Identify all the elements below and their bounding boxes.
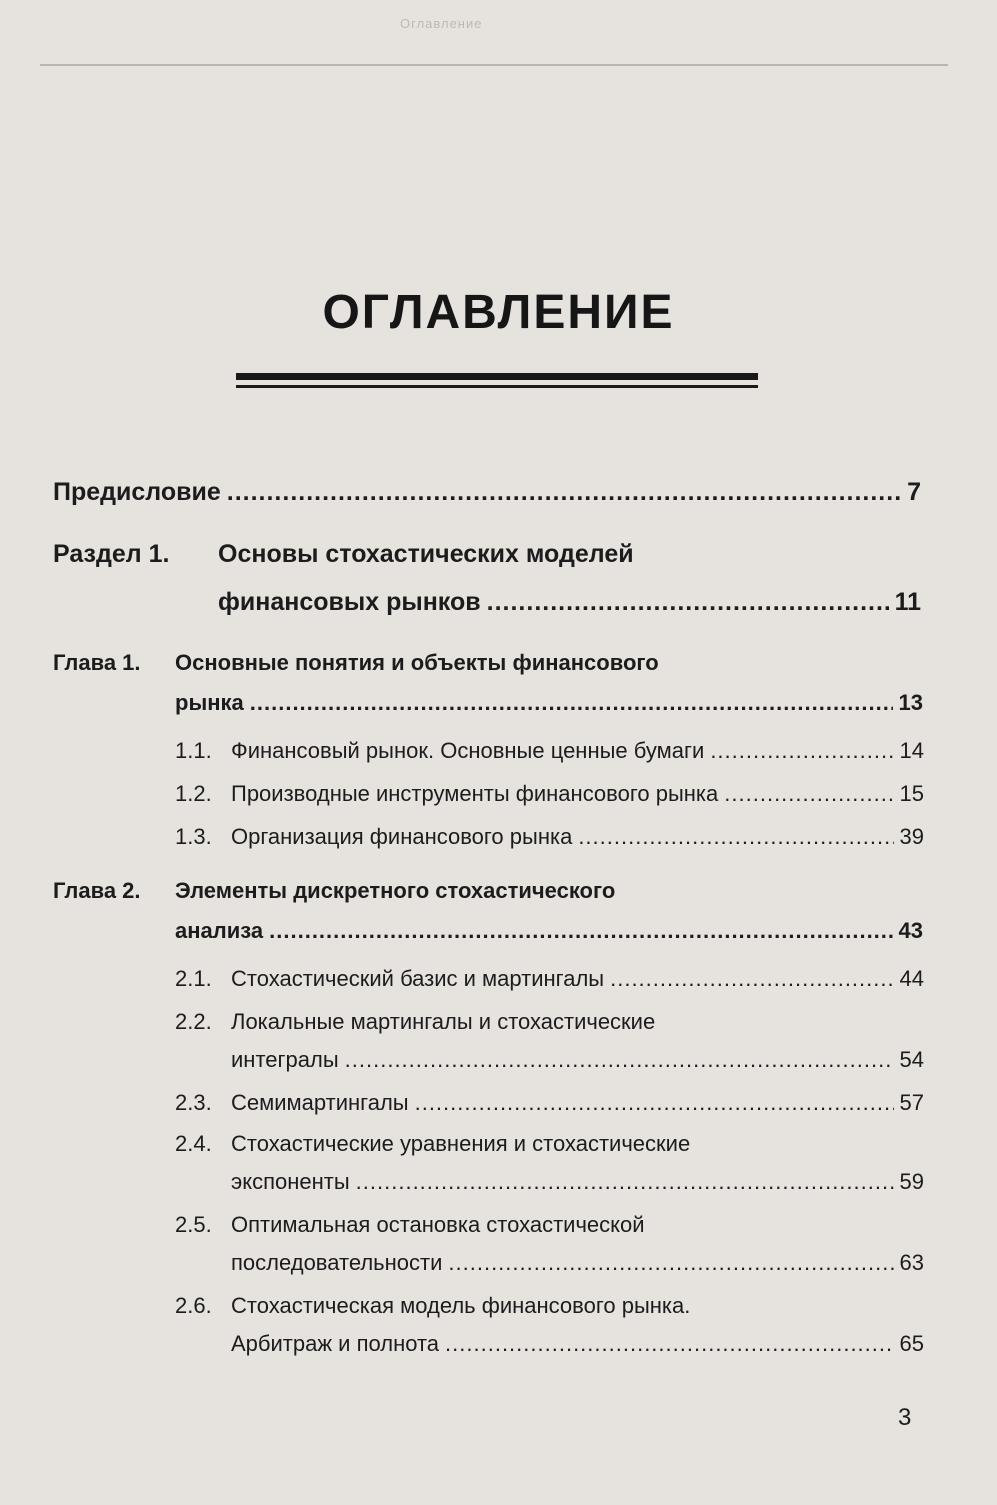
dot-leader <box>345 1047 894 1073</box>
dot-leader <box>356 1169 894 1195</box>
toc-page-number: 63 <box>899 1250 924 1275</box>
item-title: Стохастический базис и мартингалы <box>231 966 605 991</box>
toc-entry-2-1[interactable] <box>231 966 924 992</box>
item-title-line2: интегралы <box>231 1047 339 1072</box>
toc-page-number: 39 <box>899 824 924 849</box>
toc-entry-1-1[interactable] <box>231 738 924 764</box>
dot-leader <box>448 1250 893 1276</box>
dot-leader <box>250 690 893 716</box>
toc-page-number: 11 <box>894 588 921 616</box>
title-rule-thick <box>236 373 758 380</box>
toc-entry-section1[interactable] <box>218 588 921 617</box>
chapter-title-line2: анализа <box>175 918 264 943</box>
page-folio-number: 3 <box>898 1404 912 1431</box>
toc-entry-2-4[interactable] <box>231 1169 924 1195</box>
dot-leader <box>415 1090 894 1116</box>
toc-entry-chapter1[interactable] <box>175 690 923 716</box>
toc-page-number: 43 <box>898 918 923 943</box>
toc-page-number: 14 <box>899 738 924 763</box>
toc-page-number: 59 <box>899 1169 924 1194</box>
dot-leader <box>724 781 893 807</box>
page-title: ОГЛАВЛЕНИЕ <box>322 286 675 339</box>
toc-entry-2-2[interactable] <box>231 1047 924 1073</box>
section-title-line1: Основы стохастических моделей <box>218 540 634 568</box>
toc-entry-2-5[interactable] <box>231 1250 924 1276</box>
toc-page-number: 13 <box>898 690 923 715</box>
item-number: 2.4. <box>175 1131 212 1156</box>
item-number: 1.3. <box>175 824 212 849</box>
item-title-line1: Локальные мартингалы и стохастические <box>231 1009 656 1034</box>
toc-page-number: 15 <box>899 781 924 806</box>
dot-leader <box>269 918 892 944</box>
item-title: Производные инструменты финансового рынка <box>231 781 719 806</box>
item-title: Финансовый рынок. Основные ценные бумаги <box>231 738 705 763</box>
header-rule <box>40 64 948 66</box>
item-title-line2: последовательности <box>231 1250 443 1275</box>
toc-page-number: 54 <box>899 1047 924 1072</box>
chapter-number: Глава 2. <box>53 878 141 903</box>
item-title-line1: Стохастическая модель финансового рынка. <box>231 1293 691 1318</box>
toc-entry-1-3[interactable] <box>231 824 924 850</box>
toc-entry-chapter2[interactable] <box>175 918 923 944</box>
section-title-line2: финансовых рынков <box>218 588 481 616</box>
running-header: Оглавление <box>400 16 483 31</box>
toc-entry-1-2[interactable] <box>231 781 924 807</box>
chapter-title-line1: Основные понятия и объекты финансового <box>175 650 659 675</box>
toc-entry-2-6[interactable] <box>231 1331 924 1357</box>
item-title: Семимартингалы <box>231 1090 409 1115</box>
item-title: Организация финансового рынка <box>231 824 573 849</box>
chapter-title-line2: рынка <box>175 690 244 715</box>
dot-leader <box>227 478 901 507</box>
item-number: 2.2. <box>175 1009 212 1034</box>
dot-leader <box>578 824 893 850</box>
item-number: 2.3. <box>175 1090 212 1115</box>
item-title-line1: Стохастические уравнения и стохастические <box>231 1131 691 1156</box>
dot-leader <box>487 588 889 617</box>
chapter-title-line1: Элементы дискретного стохастического <box>175 878 616 903</box>
dot-leader <box>610 966 893 992</box>
toc-entry-2-3[interactable] <box>231 1090 924 1116</box>
item-number: 2.1. <box>175 966 212 991</box>
item-number: 2.5. <box>175 1212 212 1237</box>
item-title-line2: экспоненты <box>231 1169 350 1194</box>
toc-page-number: 7 <box>907 478 921 506</box>
item-number: 1.1. <box>175 738 212 763</box>
toc-page-number: 65 <box>899 1331 924 1356</box>
toc-entry-preface[interactable] <box>53 478 921 507</box>
dot-leader <box>710 738 893 764</box>
toc-page-number: 57 <box>899 1090 924 1115</box>
chapter-number: Глава 1. <box>53 650 141 675</box>
toc-page-number: 44 <box>899 966 924 991</box>
item-number: 1.2. <box>175 781 212 806</box>
item-title-line1: Оптимальная остановка стохастической <box>231 1212 645 1237</box>
toc-entry-label: Предисловие <box>53 478 221 506</box>
section-number: Раздел 1. <box>53 540 170 568</box>
title-rule-thin <box>236 385 758 388</box>
dot-leader <box>445 1331 893 1357</box>
item-number: 2.6. <box>175 1293 212 1318</box>
item-title-line2: Арбитраж и полнота <box>231 1331 440 1356</box>
